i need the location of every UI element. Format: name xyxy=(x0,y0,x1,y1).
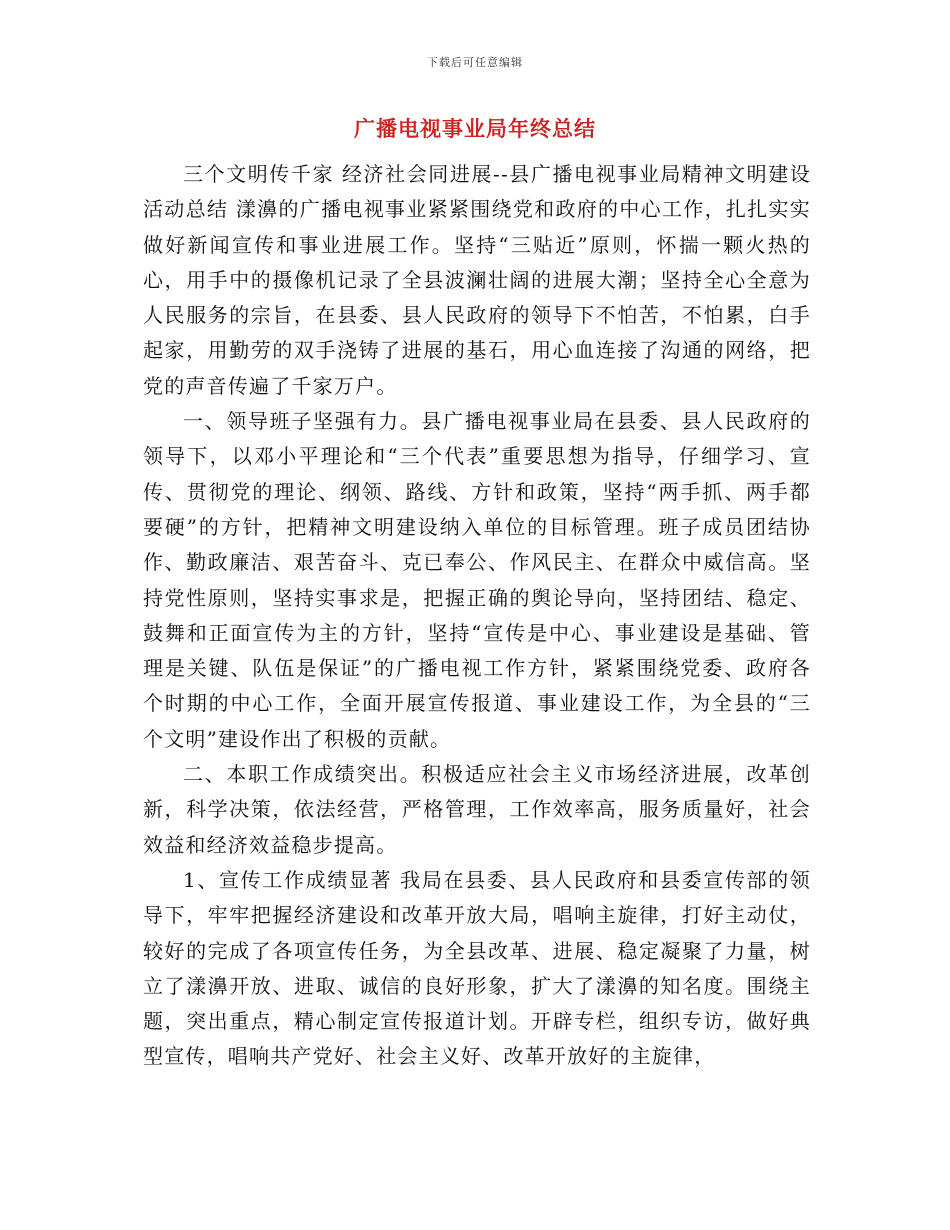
header-note: 下载后可任意编辑 xyxy=(427,56,523,69)
document-title: 广播电视事业局年终总结 xyxy=(354,116,596,141)
paragraph-intro: 三个文明传千家 经济社会同进展--县广播电视事业局精神文明建设活动总结 漾濞的广播电视事业紧紧围绕党和政府的中心工作，扎扎实实做好新闻宣传和事业进展工作。坚持“三贴近”原则，怀揣一颗火热的心，用手中的摄像机记录了全县波澜壮阔的进展大潮；坚持全心全意为人民服务的宗旨，在县委、县人民政府的领导下不怕苦，不怕累，白手起家，用勤劳的双手浇铸了进展的基石，用心血连接了沟通的网络，把党的声音传遍了千家万户。 xyxy=(143,162,811,398)
paragraph-section-2: 二、本职工作成绩突出。积极适应社会主义市场经济进展，改革创新，科学决策，依法经营，严格管理，工作效率高，服务质量好，社会效益和经济效益稳步提高。 xyxy=(143,762,811,857)
paragraph-section-1: 一、领导班子坚强有力。县广播电视事业局在县委、县人民政府的领导下，以邓小平理论和“三个代表”重要思想为指导，仔细学习、宣传、贯彻党的理论、纲领、路线、方针和政策，坚持“两手抓、两手都要硬”的方针，把精神文明建设纳入单位的目标管理。班子成员团结协作、勤政廉洁、艰苦奋斗、克已奉公、作风民主、在群众中威信高。坚持党性原则，坚持实事求是，把握正确的舆论导向，坚持团结、稳定、鼓舞和正面宣传为主的方针，坚持“宣传是中心、事业建设是基础、管理是关键、队伍是保证”的广播电视工作方针，紧紧围绕党委、政府各个时期的中心工作，全面开展宣传报道、事业建设工作，为全县的“三个文明”建设作出了积极的贡献。 xyxy=(143,409,811,751)
paragraph-subsection-1: 1、宣传工作成绩显著 我局在县委、县人民政府和县委宣传部的领导下，牢牢把握经济建设和改革开放大局，唱响主旋律，打好主动仗，较好的完成了各项宣传任务，为全县改革、进展、稳定凝聚了力量，树立了漾濞开放、进取、诚信的良好形象，扩大了漾濞的知名度。围绕主题，突出重点，精心制定宣传报道计划。开辟专栏，组织专访，做好典型宣传，唱响共产党好、社会主义好、改革开放好的主旋律， xyxy=(143,867,811,1069)
document-body xyxy=(143,157,811,1075)
